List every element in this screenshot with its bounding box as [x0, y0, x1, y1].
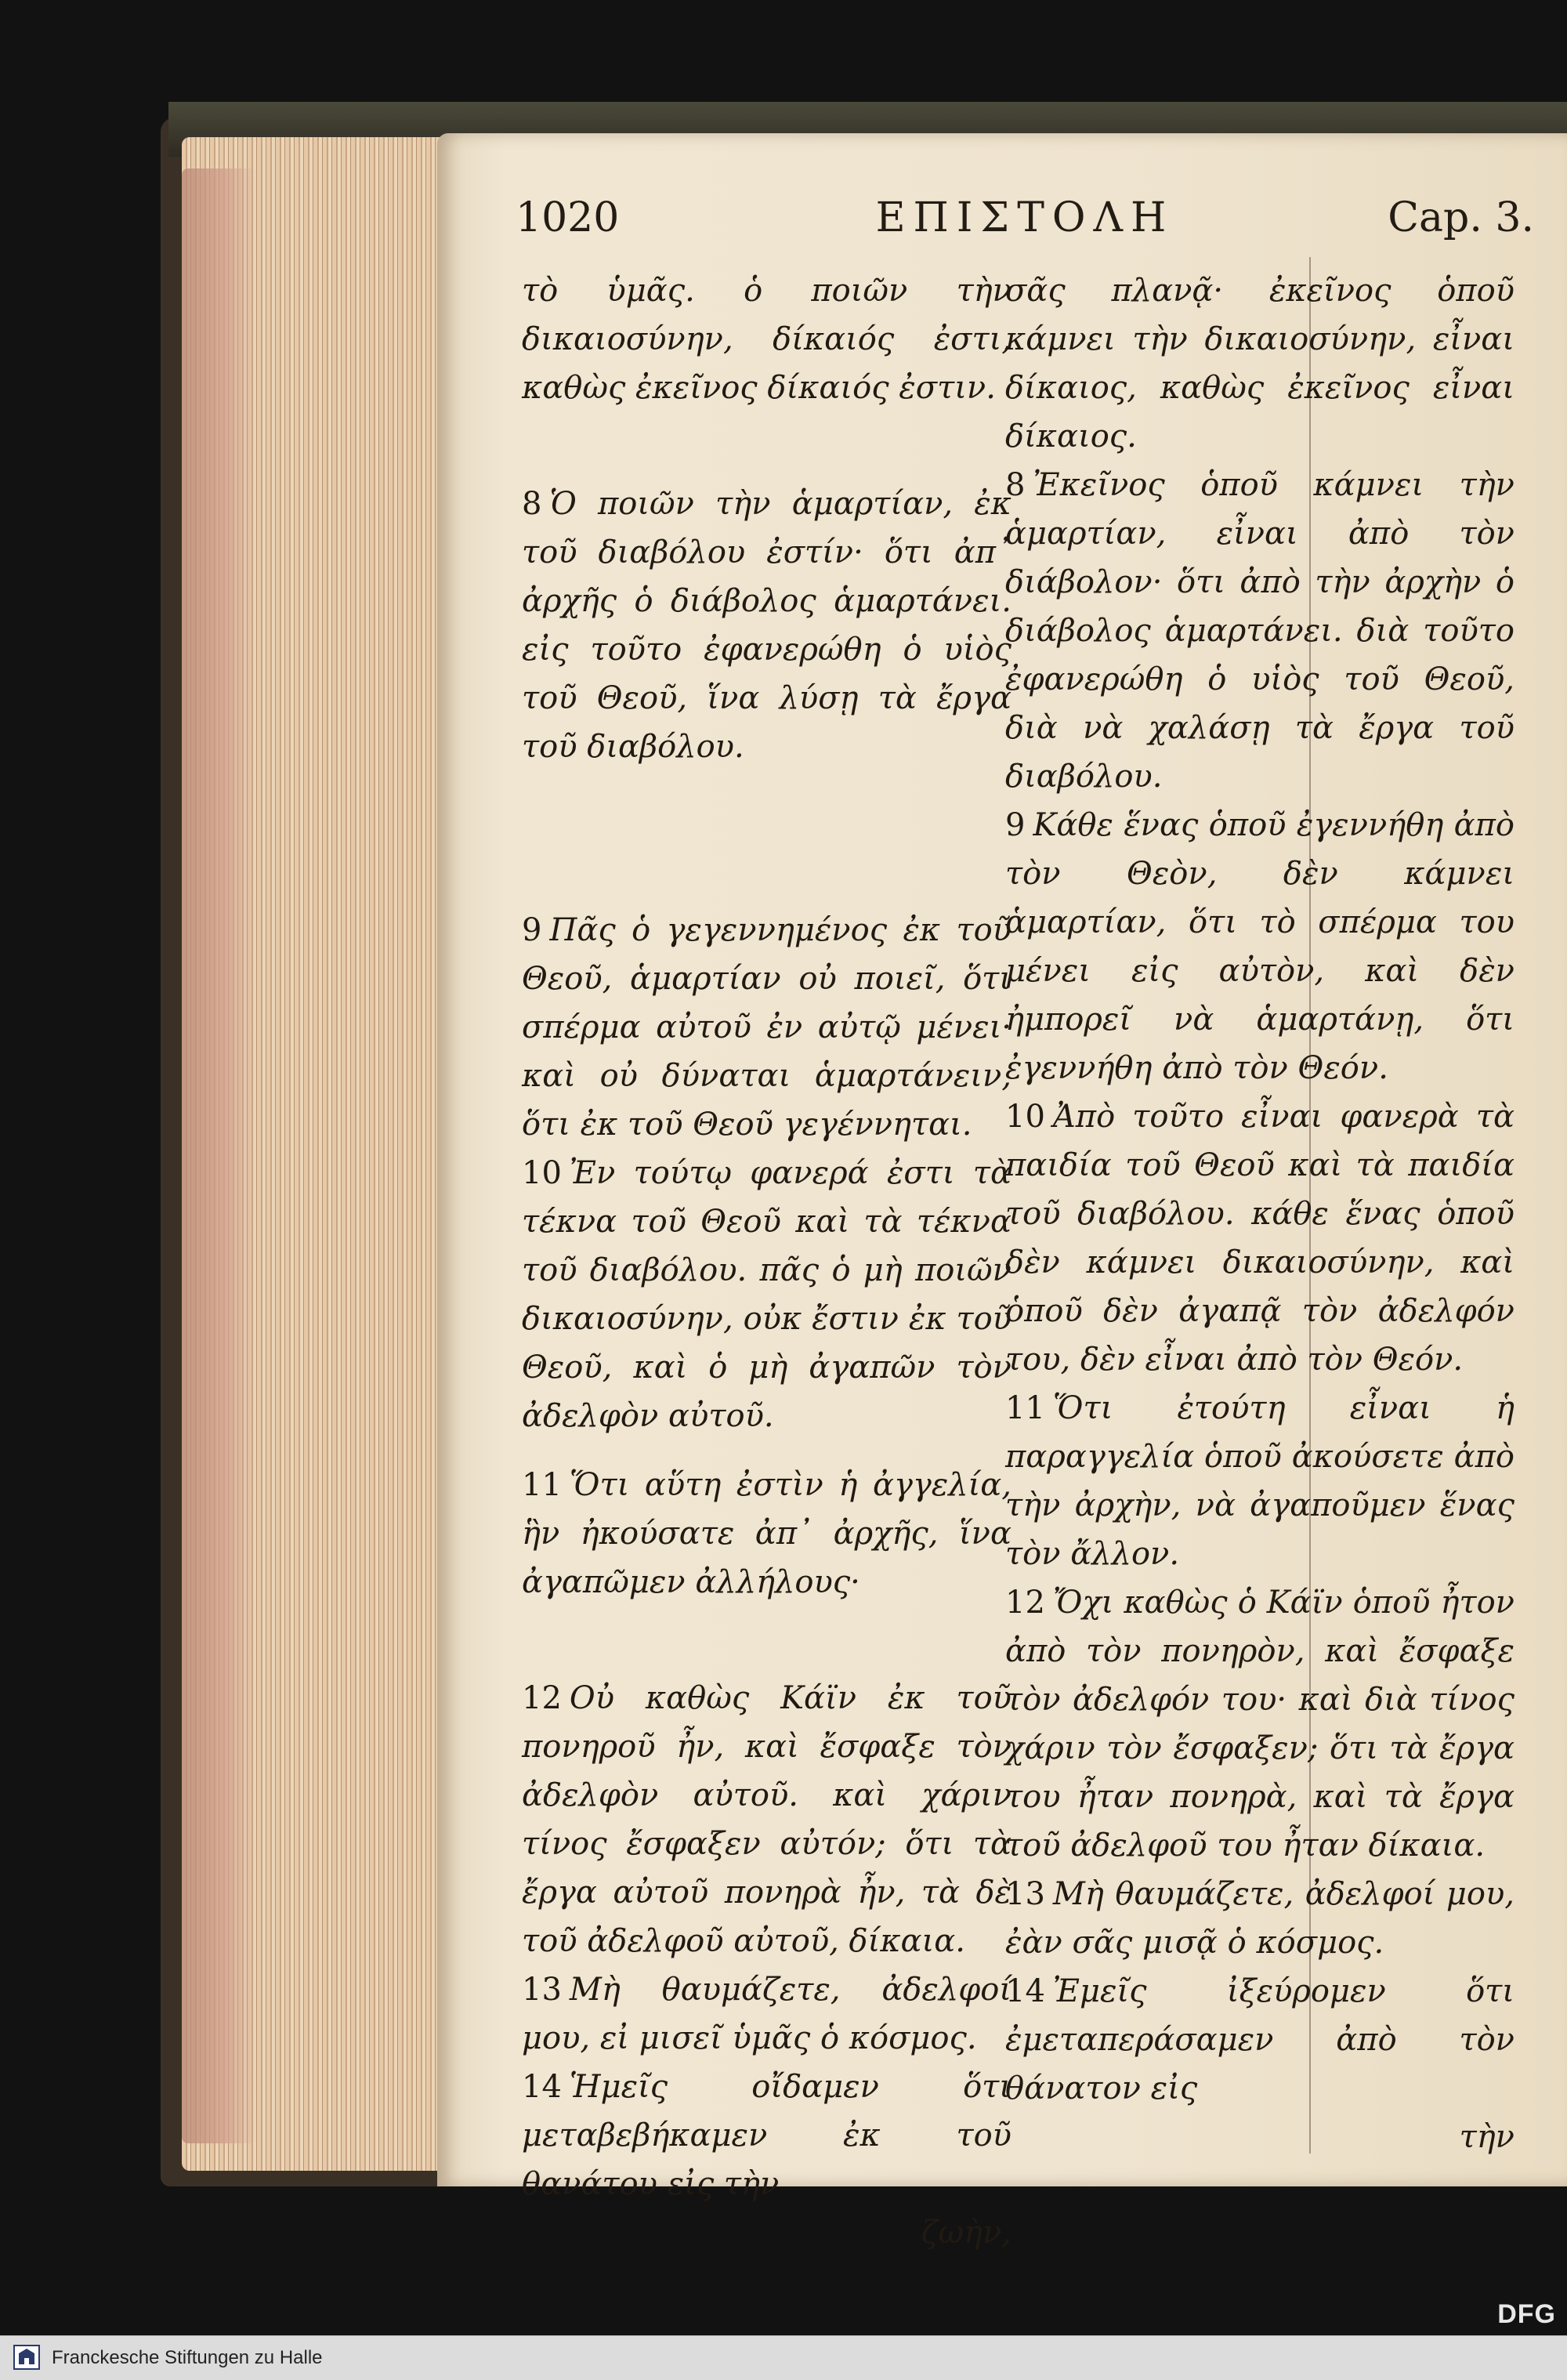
verse-12	[522, 1674, 1011, 1965]
footer-bar	[0, 2335, 1567, 2380]
verse-number: 10	[522, 1155, 562, 1191]
verse-text: Ὅτι ἐτούτη εἶναι ἡ παραγγελία ὁποῦ ἀκούσετε ἀπὸ τὴν ἀρχὴν, νὰ ἀγαποῦμεν ἕνας τὸν ἄλλον.	[1005, 1390, 1515, 1572]
verse-text: Ὁ ποιῶν τὴν ἁμαρτίαν, ἐκ τοῦ διαβόλου ἐστίν· ὅτι ἀπ᾽ ἀρχῆς ὁ διάβολος ἁμαρτάνει. εἰς τοῦτο ἐφανερώθη ὁ υἱὸς τοῦ Θεοῦ, ἵνα λύσῃ τὰ ἔργα τοῦ διαβόλου.	[522, 486, 1011, 765]
verse-text: Ἡμεῖς οἴδαμεν ὅτι μεταβεβήκαμεν ἐκ τοῦ θανάτου εἰς τὴν	[522, 2069, 1011, 2202]
institution-name[interactable]: Franckesche Stiftungen zu Halle	[52, 2347, 323, 2368]
verse-text: Πᾶς ὁ γεγεννημένος ἐκ τοῦ Θεοῦ, ἁμαρτίαν οὐ ποιεῖ, ὅτι σπέρμα αὐτοῦ ἐν αὐτῷ μένει· καὶ οὐ δύναται ἁμαρτάνειν, ὅτι ἐκ τοῦ Θεοῦ γεγέννηται.	[522, 912, 1011, 1143]
greek-column	[522, 266, 1011, 2257]
verse-7-continuation	[522, 266, 1011, 412]
verse-14	[522, 2063, 1011, 2208]
verse-10	[522, 1149, 1011, 1440]
modern-greek-column	[1005, 266, 1515, 2161]
catchword: ζωὴν,	[921, 2215, 1011, 2251]
verse-11	[1005, 1384, 1515, 1578]
verse-text: Ἀπὸ τοῦτο εἶναι φανερὰ τὰ παιδία τοῦ Θεοῦ καὶ τὰ παιδία τοῦ διαβόλου. κάθε ἕνας ὁποῦ δὲν κάμνει δικαιοσύνην, καὶ ὁποῦ δὲν ἀγαπᾷ τὸν ἀδελφόν του, δὲν εἶναι ἀπὸ τὸν Θεόν.	[1005, 1099, 1515, 1378]
page-edges	[182, 137, 448, 2171]
verse-text: Κάθε ἕνας ὁποῦ ἐγεννήθη ἀπὸ τὸν Θεὸν, δὲν κάμνει ἁμαρτίαν, ὅτι τὸ σπέρμα του μένει εἰς αὐτὸν, καὶ δὲν ἠμπορεῖ νὰ ἁμαρτάνῃ, ὅτι ἐγεννήθη ἀπὸ τὸν Θεόν.	[1005, 807, 1515, 1086]
institution-logo-icon	[11, 2341, 42, 2375]
verse-text: Ὄχι καθὼς ὁ Κάϊν ὁποῦ ἦτον ἀπὸ τὸν πονηρὸν, καὶ ἔσφαξε τὸν ἀδελφόν του· καὶ διὰ τίνος χάριν τὸν ἔσφαξεν; ὅτι τὰ ἔργα του ἦταν πονηρὰ, καὶ τὰ ἔργα τοῦ ἀδελφοῦ του ἦταν δίκαια.	[1005, 1585, 1515, 1864]
red-page-edge	[182, 168, 256, 2143]
page-header	[516, 194, 1534, 257]
verse-number: 13	[1005, 1876, 1045, 1912]
verse-number: 14	[1005, 1973, 1045, 2009]
verse-number: 11	[522, 1467, 562, 1503]
verse-text: Μὴ θαυμάζετε, ἀδελφοί μου, ἐὰν σᾶς μισᾷ ὁ κόσμος.	[1005, 1876, 1515, 1961]
verse-number: 13	[522, 1972, 562, 2008]
verse-number: 9	[522, 912, 542, 948]
chapter-label: Cap. 3.	[1388, 194, 1534, 241]
verse-12	[1005, 1578, 1515, 1870]
verse-9	[522, 906, 1011, 1149]
verse-number: 14	[522, 2069, 562, 2105]
catchword: τὴν	[1459, 2119, 1515, 2155]
verse-number: 8	[1005, 467, 1026, 503]
verse-14	[1005, 1967, 1515, 2113]
verse-number: 9	[1005, 807, 1026, 843]
verse-8	[1005, 461, 1515, 801]
verse-13	[522, 1965, 1011, 2063]
book-page	[437, 133, 1567, 2251]
page-number: 1020	[516, 194, 620, 241]
verse-text: σᾶς πλανᾷ· ἐκεῖνος ὁποῦ κάμνει τὴν δικαιοσύνην, εἶναι δίκαιος, καθὼς ἐκεῖνος εἶναι δίκαιος.	[1005, 273, 1515, 455]
verse-text: τὸ ὑμᾶς. ὁ ποιῶν τὴν δικαιοσύνην, δίκαιός ἐστι, καθὼς ἐκεῖνος δίκαιός ἐστιν.	[522, 273, 1011, 406]
running-title: ΕΠΙΣΤΟΛΗ	[875, 194, 1174, 241]
verse-number: 8	[522, 486, 542, 522]
verse-7-continuation	[1005, 266, 1515, 461]
dfg-watermark: DFG	[1497, 2299, 1556, 2329]
verse-11	[522, 1461, 1011, 1607]
verse-text: Μὴ θαυμάζετε, ἀδελφοί μου, εἰ μισεῖ ὑμᾶς ὁ κόσμος.	[522, 1972, 1011, 2056]
verse-text: Ἐκεῖνος ὁποῦ κάμνει τὴν ἁμαρτίαν, εἶναι ἀπὸ τὸν διάβολον· ὅτι ἀπὸ τὴν ἀρχὴν ὁ διάβολος ἁμαρτάνει. διὰ τοῦτο ἐφανερώθη ὁ υἱὸς τοῦ Θεοῦ, διὰ νὰ χαλάσῃ τὰ ἔργα τοῦ διαβόλου.	[1005, 467, 1515, 795]
verse-13	[1005, 1870, 1515, 1967]
verse-8	[522, 480, 1011, 771]
verse-text: Οὐ καθὼς Κάϊν ἐκ τοῦ πονηροῦ ἦν, καὶ ἔσφαξε τὸν ἀδελφὸν αὐτοῦ. καὶ χάριν τίνος ἔσφαξεν αὐτόν; ὅτι τὰ ἔργα αὐτοῦ πονηρὰ ἦν, τὰ δὲ τοῦ ἀδελφοῦ αὐτοῦ, δίκαια.	[522, 1680, 1011, 1959]
verse-number: 11	[1005, 1390, 1045, 1426]
verse-10	[1005, 1092, 1515, 1384]
verse-number: 10	[1005, 1099, 1045, 1135]
verse-text: Ἐν τούτῳ φανερά ἐστι τὰ τέκνα τοῦ Θεοῦ καὶ τὰ τέκνα τοῦ διαβόλου. πᾶς ὁ μὴ ποιῶν δικαιοσύνην, οὐκ ἔστιν ἐκ τοῦ Θεοῦ, καὶ ὁ μὴ ἀγαπῶν τὸν ἀδελφὸν αὐτοῦ.	[522, 1155, 1011, 1434]
verse-text: Ἐμεῖς ἰξεύρομεν ὅτι ἐμεταπεράσαμεν ἀπὸ τὸν θάνατον εἰς	[1005, 1973, 1515, 2106]
verse-number: 12	[522, 1680, 562, 1716]
verse-text: Ὅτι αὕτη ἐστὶν ἡ ἀγγελία, ἣν ἠκούσατε ἀπ᾽ ἀρχῆς, ἵνα ἀγαπῶμεν ἀλλήλους·	[522, 1467, 1011, 1600]
verse-9	[1005, 801, 1515, 1092]
verse-number: 12	[1005, 1585, 1045, 1621]
